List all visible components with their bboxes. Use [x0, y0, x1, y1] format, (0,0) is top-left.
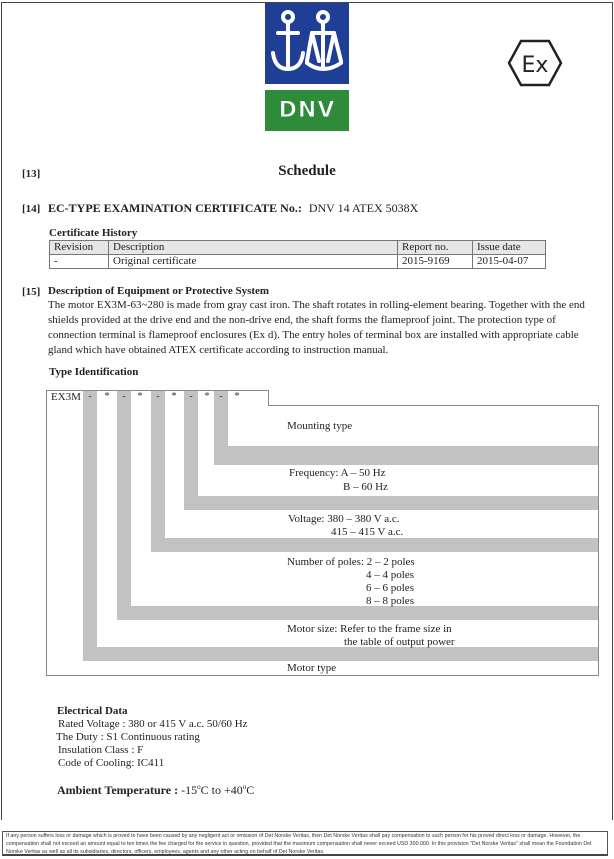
ambient-low: -15	[181, 783, 198, 797]
cell-revision: -	[50, 255, 109, 269]
insulation-class: Insulation Class : F	[58, 744, 144, 756]
label-motor-size-2: the table of output power	[344, 636, 455, 648]
type-code-prefix: EX3M	[51, 391, 81, 403]
rated-voltage: Rated Voltage : 380 or 415 V a.c. 50/60 Hz	[58, 718, 248, 730]
band-poles	[117, 391, 131, 620]
description-body: The motor EX3M-63~280 is made from gray cast iron. The shaft rotates in rolling-element bearing. Together with the end shields provided at the drive end and the non-drive end, the shaft forms the flameproof joint. The protection type of connection terminal is flameproof enclosures (Ex d). The entry holes of terminal box are installed with appropriate cable gland which have obtained ATEX certificate according to instruction manual.	[48, 299, 585, 356]
label-poles-6: 6 – 6 poles	[366, 582, 414, 594]
label-frequency-b: B – 60 Hz	[343, 481, 388, 493]
description-title: Description of Equipment or Protective System	[48, 285, 270, 297]
certificate-history-table	[49, 240, 546, 269]
label-poles-4: 4 – 4 poles	[366, 569, 414, 581]
code-mark: -	[156, 391, 160, 402]
electrical-data-title: Electrical Data	[57, 705, 128, 717]
bar-poles	[117, 606, 598, 620]
anchor-scales-icon	[265, 3, 349, 84]
ambient-high: +40	[223, 783, 243, 797]
ambient-temperature: Ambient Temperature : -15$^o$C to $+40^oC$	[57, 783, 255, 797]
column-header-issue-date: Issue date	[473, 241, 546, 255]
table-row	[50, 255, 546, 269]
certificate-label: EC-TYPE EXAMINATION CERTIFICATE No.:	[48, 201, 302, 215]
cell-description: Original certificate	[109, 255, 398, 269]
code-mark: *	[234, 391, 240, 402]
table-header-row	[50, 241, 546, 255]
certificate-number-line	[48, 201, 418, 216]
certificate-number: DNV 14 ATEX 5038X	[308, 201, 419, 215]
ambient-joiner: to	[211, 783, 221, 797]
cell-report-no: 2015-9169	[398, 255, 473, 269]
code-mark: -	[219, 391, 223, 402]
bar-mounting	[214, 446, 598, 465]
code-mark: *	[204, 391, 210, 402]
band-frequency	[184, 391, 198, 510]
duty: The Duty : S1 Continuous rating	[56, 731, 200, 743]
code-mark: *	[137, 391, 143, 402]
label-motor-type: Motor type	[287, 662, 337, 674]
diagram-border-right	[598, 405, 599, 676]
label-voltage: Voltage: 380 – 380 V a.c.	[288, 513, 400, 525]
certificate-history-title: Certificate History	[49, 227, 138, 239]
section-14-number: [14]	[22, 203, 41, 215]
ambient-unit-high: C	[246, 783, 255, 797]
diagram-border-step	[268, 390, 269, 405]
diagram-border-left	[46, 390, 47, 676]
cell-issue-date: 2015-04-07	[473, 255, 546, 269]
section-13-number: [13]	[22, 168, 41, 180]
type-identification-title: Type Identification	[49, 366, 139, 378]
dnv-anchor-logo	[265, 3, 349, 84]
liability-footer: If any person suffers loss or damage which is proved to have been caused by any negligent act or omission of Det Norske Veritas, then Det Norske Veritas shall pay compensation to such person for his proved direct loss or damage. However, the compensation shall not exceed an amount equal to ten times the fee charged for the service in question, provided that the maximum compensation shall never exceed USD 300.000. In this provision "Det Norske Veritas" shall mean the Foundation Det Norske Veritas as well as all its subsidiaries, directors, officers, employees, agents and any other acting on behalf of Det Norske Veritas.	[2, 831, 608, 856]
bar-frequency	[184, 496, 598, 510]
code-mark: -	[88, 391, 92, 402]
label-mounting-type: Mounting type	[287, 420, 353, 432]
column-header-description: Description	[109, 241, 398, 255]
section-15-number: [15]	[22, 286, 41, 298]
column-header-report-no: Report no.	[398, 241, 473, 255]
bar-motor-size	[83, 647, 598, 661]
label-motor-size: Motor size: Refer to the frame size in	[287, 623, 452, 635]
label-frequency: Frequency: A – 50 Hz	[289, 467, 386, 479]
cooling-code: Code of Cooling: IC411	[58, 757, 165, 769]
band-voltage	[151, 391, 165, 552]
label-poles-8: 8 – 8 poles	[366, 595, 414, 607]
ex-hexagon-icon	[507, 38, 563, 88]
column-header-revision: Revision	[50, 241, 109, 255]
code-mark: *	[104, 391, 110, 402]
code-mark: *	[171, 391, 177, 402]
dnv-logo-text: DNV	[278, 98, 336, 123]
ambient-label: Ambient Temperature :	[57, 783, 179, 797]
code-mark: -	[122, 391, 126, 402]
label-poles: Number of poles: 2 – 2 poles	[287, 556, 415, 568]
bar-voltage	[151, 538, 598, 552]
ambient-unit-low: C	[200, 783, 209, 797]
label-voltage-415: 415 – 415 V a.c.	[331, 526, 404, 538]
dnv-logo	[265, 90, 349, 131]
page-title: Schedule	[278, 163, 336, 179]
code-mark: -	[189, 391, 193, 402]
band-motor-size	[83, 391, 97, 661]
diagram-border-top-right	[268, 405, 599, 406]
ex-mark-text: Ex	[521, 53, 549, 78]
